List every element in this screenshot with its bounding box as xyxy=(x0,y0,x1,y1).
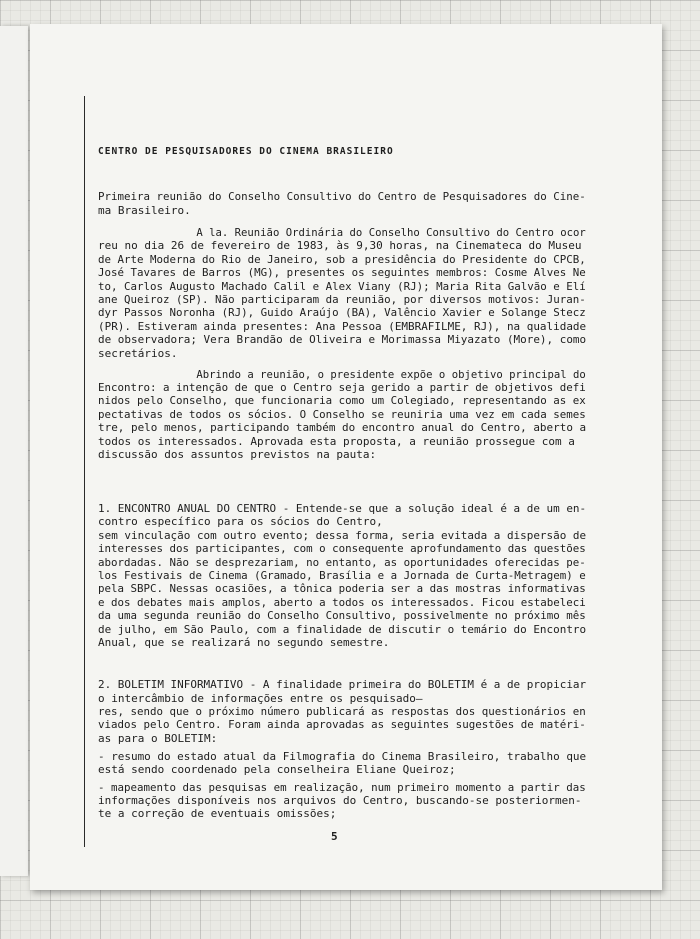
text-line: de observadora; Vera Brandão de Oliveira e Morimassa Miyazato (More), como xyxy=(98,333,587,346)
text-line: da uma segunda reunião do Conselho Consultivo, possivelmente no próximo mês xyxy=(98,609,586,622)
list-item: - mapeamento das pesquisas em realização, num primeiro momento a partir das xyxy=(98,781,586,794)
text-line: Primeira reunião do Conselho Consultivo do Centro de Pesquisadores do Cine- xyxy=(98,190,586,203)
text-line: reu no dia 26 de fevereiro de 1983, às 9,30 horas, na Cinemateca do Museu xyxy=(98,239,582,252)
text-line: José Tavares de Barros (MG), presentes os seguintes membros: Cosme Alves Ne xyxy=(98,266,586,279)
list-item: informações disponíveis nos arquivos do Centro, buscando-se posteriormen- xyxy=(98,794,582,807)
text-line: o intercâmbio de informações entre os pesquisado— xyxy=(98,692,423,705)
text-line: tre, pelo menos, participando também do encontro anual do Centro, aberto a xyxy=(98,421,587,434)
text-line: Anual, que se realizará no segundo semestre. xyxy=(98,636,390,649)
text-line: de Arte Moderna do Rio de Janeiro, sob a presidência do Presidente do CPCB, xyxy=(98,253,586,266)
text-line: pectativas de todos os sócios. O Conselho se reuniria uma vez em cada semes xyxy=(98,408,586,421)
document-title: CENTRO DE PESQUISADORES DO CINEMA BRASILEIRO xyxy=(98,146,394,157)
text-line: viados pelo Centro. Foram ainda aprovadas as seguintes sugestões de matéri- xyxy=(98,718,586,731)
text-line: res, sendo que o próximo número publicará as respostas dos questionários en xyxy=(98,705,586,718)
text-line: Encontro: a intenção de que o Centro seja gerido a partir de objetivos defi xyxy=(98,381,586,394)
text-line: discussão dos assuntos previstos na pauta: xyxy=(98,448,377,461)
text-line: los Festivais de Cinema (Gramado, Brasília e a Jornada de Curta-Metragem) e xyxy=(98,569,586,582)
text-line: nidos pelo Conselho, que funcionaria como um Colegiado, representando as ex xyxy=(98,394,586,407)
text-line: to, Carlos Augusto Machado Calil e Alex Viany (RJ); Maria Rita Galvão e Elí xyxy=(98,280,586,293)
text-line: 2. BOLETIM INFORMATIVO - A finalidade primeira do BOLETIM é a de propiciar xyxy=(98,678,587,691)
list-item: está sendo coordenado pela conselheira Eliane Queiroz; xyxy=(98,763,456,776)
list-item: te a correção de eventuais omissões; xyxy=(98,807,337,820)
text-line: Abrindo a reunião, o presidente expõe o objetivo principal do xyxy=(196,368,586,381)
text-line: contro específico para os sócios do Centro, xyxy=(98,515,383,528)
text-line: pela SBPC. Nessas ocasiões, a tônica poderia ser a das mostras informativas xyxy=(98,582,586,595)
text-line: de julho, em São Paulo, com a finalidade de discutir o temário do Encontro xyxy=(98,623,587,636)
text-line: secretários. xyxy=(98,347,178,360)
text-line: sem vinculação com outro evento; dessa forma, seria evitada a dispersão de xyxy=(98,529,587,542)
text-line: interesses dos participantes, com o consequente aprofundamento das questões xyxy=(98,542,586,555)
text-line: dyr Passos Noronha (RJ), Guido Araújo (BA), Valêncio Xavier e Solange Stecz xyxy=(98,306,586,319)
text-line: (PR). Estiveram ainda presentes: Ana Pessoa (EMBRAFILME, RJ), na qualidade xyxy=(98,320,587,333)
text-line: todos os interessados. Aprovada esta proposta, a reunião prossegue com a xyxy=(98,435,575,448)
text-line: e dos debates mais amplos, aberto a todos os interessados. Ficou estabeleci xyxy=(98,596,586,609)
page-number: 5 xyxy=(331,830,338,843)
left-margin-rule xyxy=(84,96,85,847)
facing-page-edge xyxy=(0,26,28,876)
text-line: ane Queiroz (SP). Não participaram da reunião, por diversos motivos: Juran- xyxy=(98,293,586,306)
text-line: ma Brasileiro. xyxy=(98,204,191,217)
text-line: 1. ENCONTRO ANUAL DO CENTRO - Entende-se que a solução ideal é a de um en- xyxy=(98,502,587,515)
text-line: A la. Reunião Ordinária do Conselho Consultivo do Centro ocor xyxy=(196,226,586,239)
text-line: as para o BOLETIM: xyxy=(98,732,218,745)
list-item: - resumo do estado atual da Filmografia do Cinema Brasileiro, trabalho que xyxy=(98,750,587,763)
text-line: abordadas. Não se desprezariam, no entanto, as oportunidades oferecidas pe- xyxy=(98,556,586,569)
